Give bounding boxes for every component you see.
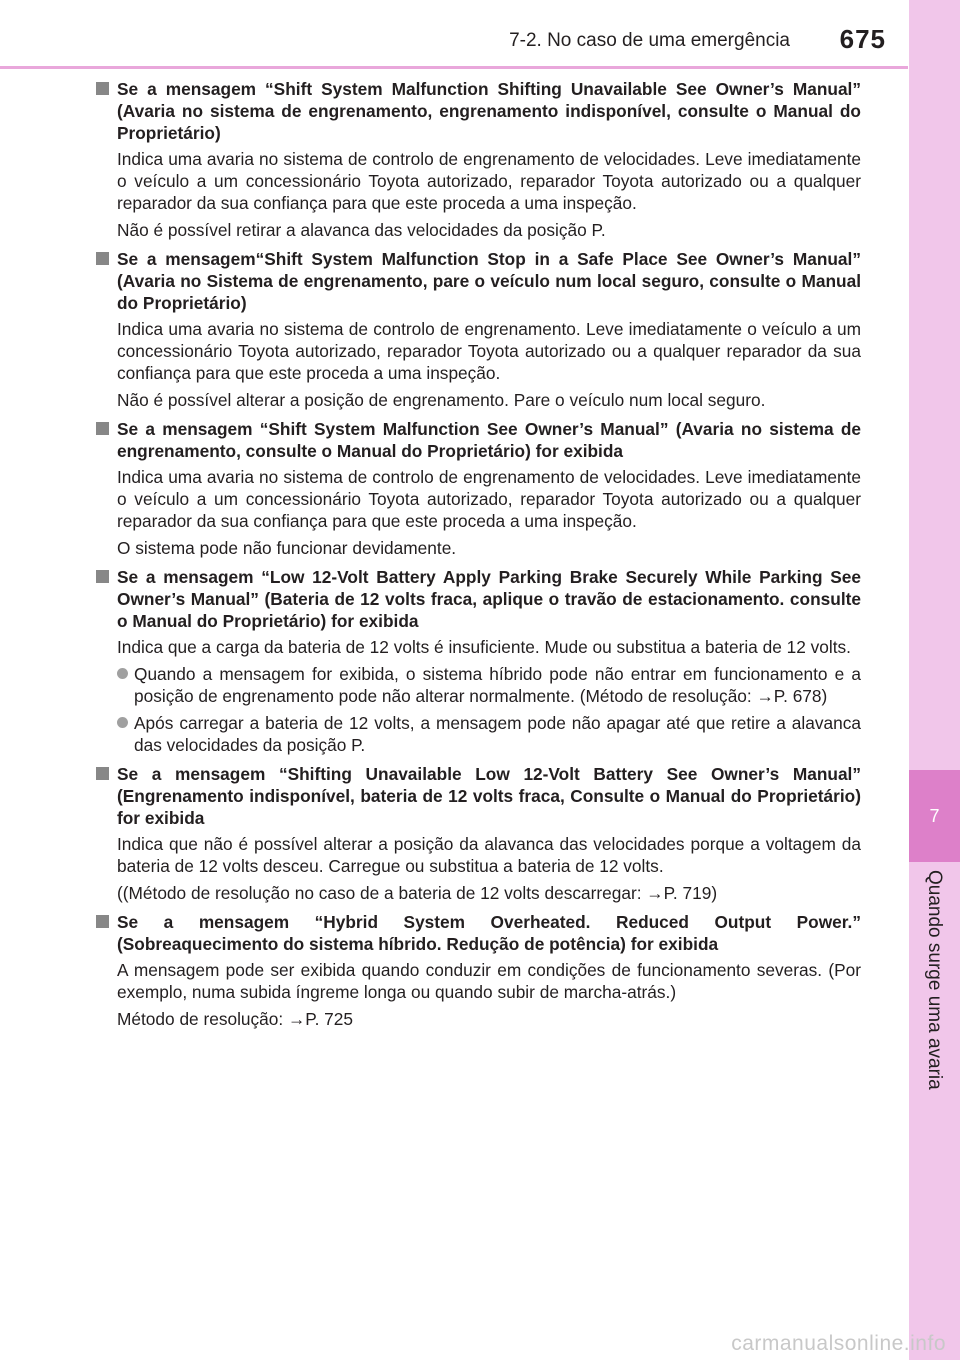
bullet-text: Quando a mensagem for exibida, o sistema híbrido pode não entrar em funcionamento e a posição de engrenamento pode não alterar normalmente. (Método de resolução: →P. 678) bbox=[134, 664, 861, 706]
paragraph: O sistema pode não funcionar devidamente. bbox=[117, 538, 457, 558]
message-section bbox=[96, 248, 861, 411]
heading-text: Se a mensagem “Low 12-Volt Battery Apply Parking Brake Securely While Parking See Owner’s Manual” (Bateria de 12 volts fraca, aplique o travão de estacionamento. consulte o Manual do Proprietário) for exibida bbox=[117, 567, 861, 631]
bullet-item bbox=[117, 712, 861, 756]
message-section bbox=[96, 763, 861, 904]
page-header bbox=[0, 0, 908, 69]
paragraph: Indica que não é possível alterar a posição da alavanca das velocidades porque a voltagem da bateria de 12 volts desceu. Carregue ou substitua a bateria de 12 volts. bbox=[117, 834, 861, 876]
section-heading bbox=[96, 418, 861, 462]
chapter-side-tab bbox=[909, 0, 960, 1360]
message-section bbox=[96, 566, 861, 756]
square-bullet-icon bbox=[96, 82, 109, 95]
page-number: 675 bbox=[839, 24, 886, 54]
message-section bbox=[96, 418, 861, 559]
heading-text: Se a mensagem “Shift System Malfunction Shifting Unavailable See Owner’s Manual” (Avaria no sistema de engrenamento, engrenamento indisponível, consulte o Manual do Proprietário) bbox=[117, 79, 861, 143]
square-bullet-icon bbox=[96, 767, 109, 780]
section-heading bbox=[96, 763, 861, 829]
chapter-title-vertical bbox=[912, 870, 956, 1230]
bullet-item bbox=[117, 663, 861, 707]
square-bullet-icon bbox=[96, 422, 109, 435]
heading-text: Se a mensagem“Shift System Malfunction Stop in a Safe Place See Owner’s Manual” (Avaria no Sistema de engrenamento, pare o veículo num local seguro, consulte o Manual do Proprietário) bbox=[117, 249, 861, 313]
message-section bbox=[96, 78, 861, 241]
bullet-text: Após carregar a bateria de 12 volts, a mensagem pode não apagar até que retire a alavanca das velocidades da posição P. bbox=[134, 713, 861, 755]
chapter-number: 7 bbox=[909, 770, 960, 862]
page-content bbox=[96, 78, 861, 1037]
paragraph: Não é possível retirar a alavanca das velocidades da posição P. bbox=[117, 220, 606, 240]
message-section bbox=[96, 911, 861, 1030]
section-heading bbox=[96, 248, 861, 314]
paragraph: A mensagem pode ser exibida quando conduzir em condições de funcionamento severas. (Por exemplo, numa subida íngreme longa ou quando subir de marcha-atrás.) bbox=[117, 960, 861, 1002]
section-title: 7-2. No caso de uma emergência bbox=[509, 30, 790, 51]
paragraph: Não é possível alterar a posição de engrenamento. Pare o veículo num local seguro. bbox=[117, 390, 766, 410]
paragraph: Indica que a carga da bateria de 12 volts é insuficiente. Mude ou substitua a bateria de 12 volts. bbox=[117, 637, 851, 657]
paragraph: Indica uma avaria no sistema de controlo de engrenamento de velocidades. Leve imediatamente o veículo a um concessionário Toyota autorizado, reparador Toyota autorizado ou a qualquer reparador da sua confiança para que este proceda a uma inspeção. bbox=[117, 149, 861, 213]
heading-text: Se a mensagem “Hybrid System Overheated. Reduced Output Power.” (Sobreaquecimento do sistema híbrido. Redução de potência) for exibida bbox=[117, 912, 861, 954]
section-heading bbox=[96, 566, 861, 632]
square-bullet-icon bbox=[96, 915, 109, 928]
watermark-text: carmanualsonline.info bbox=[731, 1332, 946, 1355]
paragraph: Método de resolução: →P. 725 bbox=[117, 1009, 354, 1029]
heading-text: Se a mensagem “Shifting Unavailable Low 12-Volt Battery See Owner’s Manual” (Engrenamento indisponível, bateria de 12 volts fraca, Consulte o Manual do Proprietário) for exibida bbox=[117, 764, 861, 828]
square-bullet-icon bbox=[96, 252, 109, 265]
heading-text: Se a mensagem “Shift System Malfunction See Owner’s Manual” (Avaria no sistema de engrenamento, consulte o Manual do Proprietário) for exibida bbox=[117, 419, 861, 461]
round-bullet-icon bbox=[117, 717, 128, 728]
section-heading bbox=[96, 78, 861, 144]
paragraph: Indica uma avaria no sistema de controlo de engrenamento. Leve imediatamente o veículo a um concessionário Toyota autorizado, reparador Toyota autorizado ou a qualquer reparador da sua confiança para que este proceda a uma inspeção. bbox=[117, 319, 861, 383]
chapter-title-text: Quando surge uma avaria bbox=[924, 870, 945, 1090]
square-bullet-icon bbox=[96, 570, 109, 583]
paragraph: Indica uma avaria no sistema de controlo de engrenamento de velocidades. Leve imediatamente o veículo a um concessionário Toyota autorizado, reparador Toyota autorizado ou a qualquer reparador da sua confiança para que este proceda a uma inspeção. bbox=[117, 467, 861, 531]
paragraph: ((Método de resolução no caso de a bateria de 12 volts descarregar: →P. 719) bbox=[117, 883, 718, 903]
round-bullet-icon bbox=[117, 668, 128, 679]
section-heading bbox=[96, 911, 861, 955]
